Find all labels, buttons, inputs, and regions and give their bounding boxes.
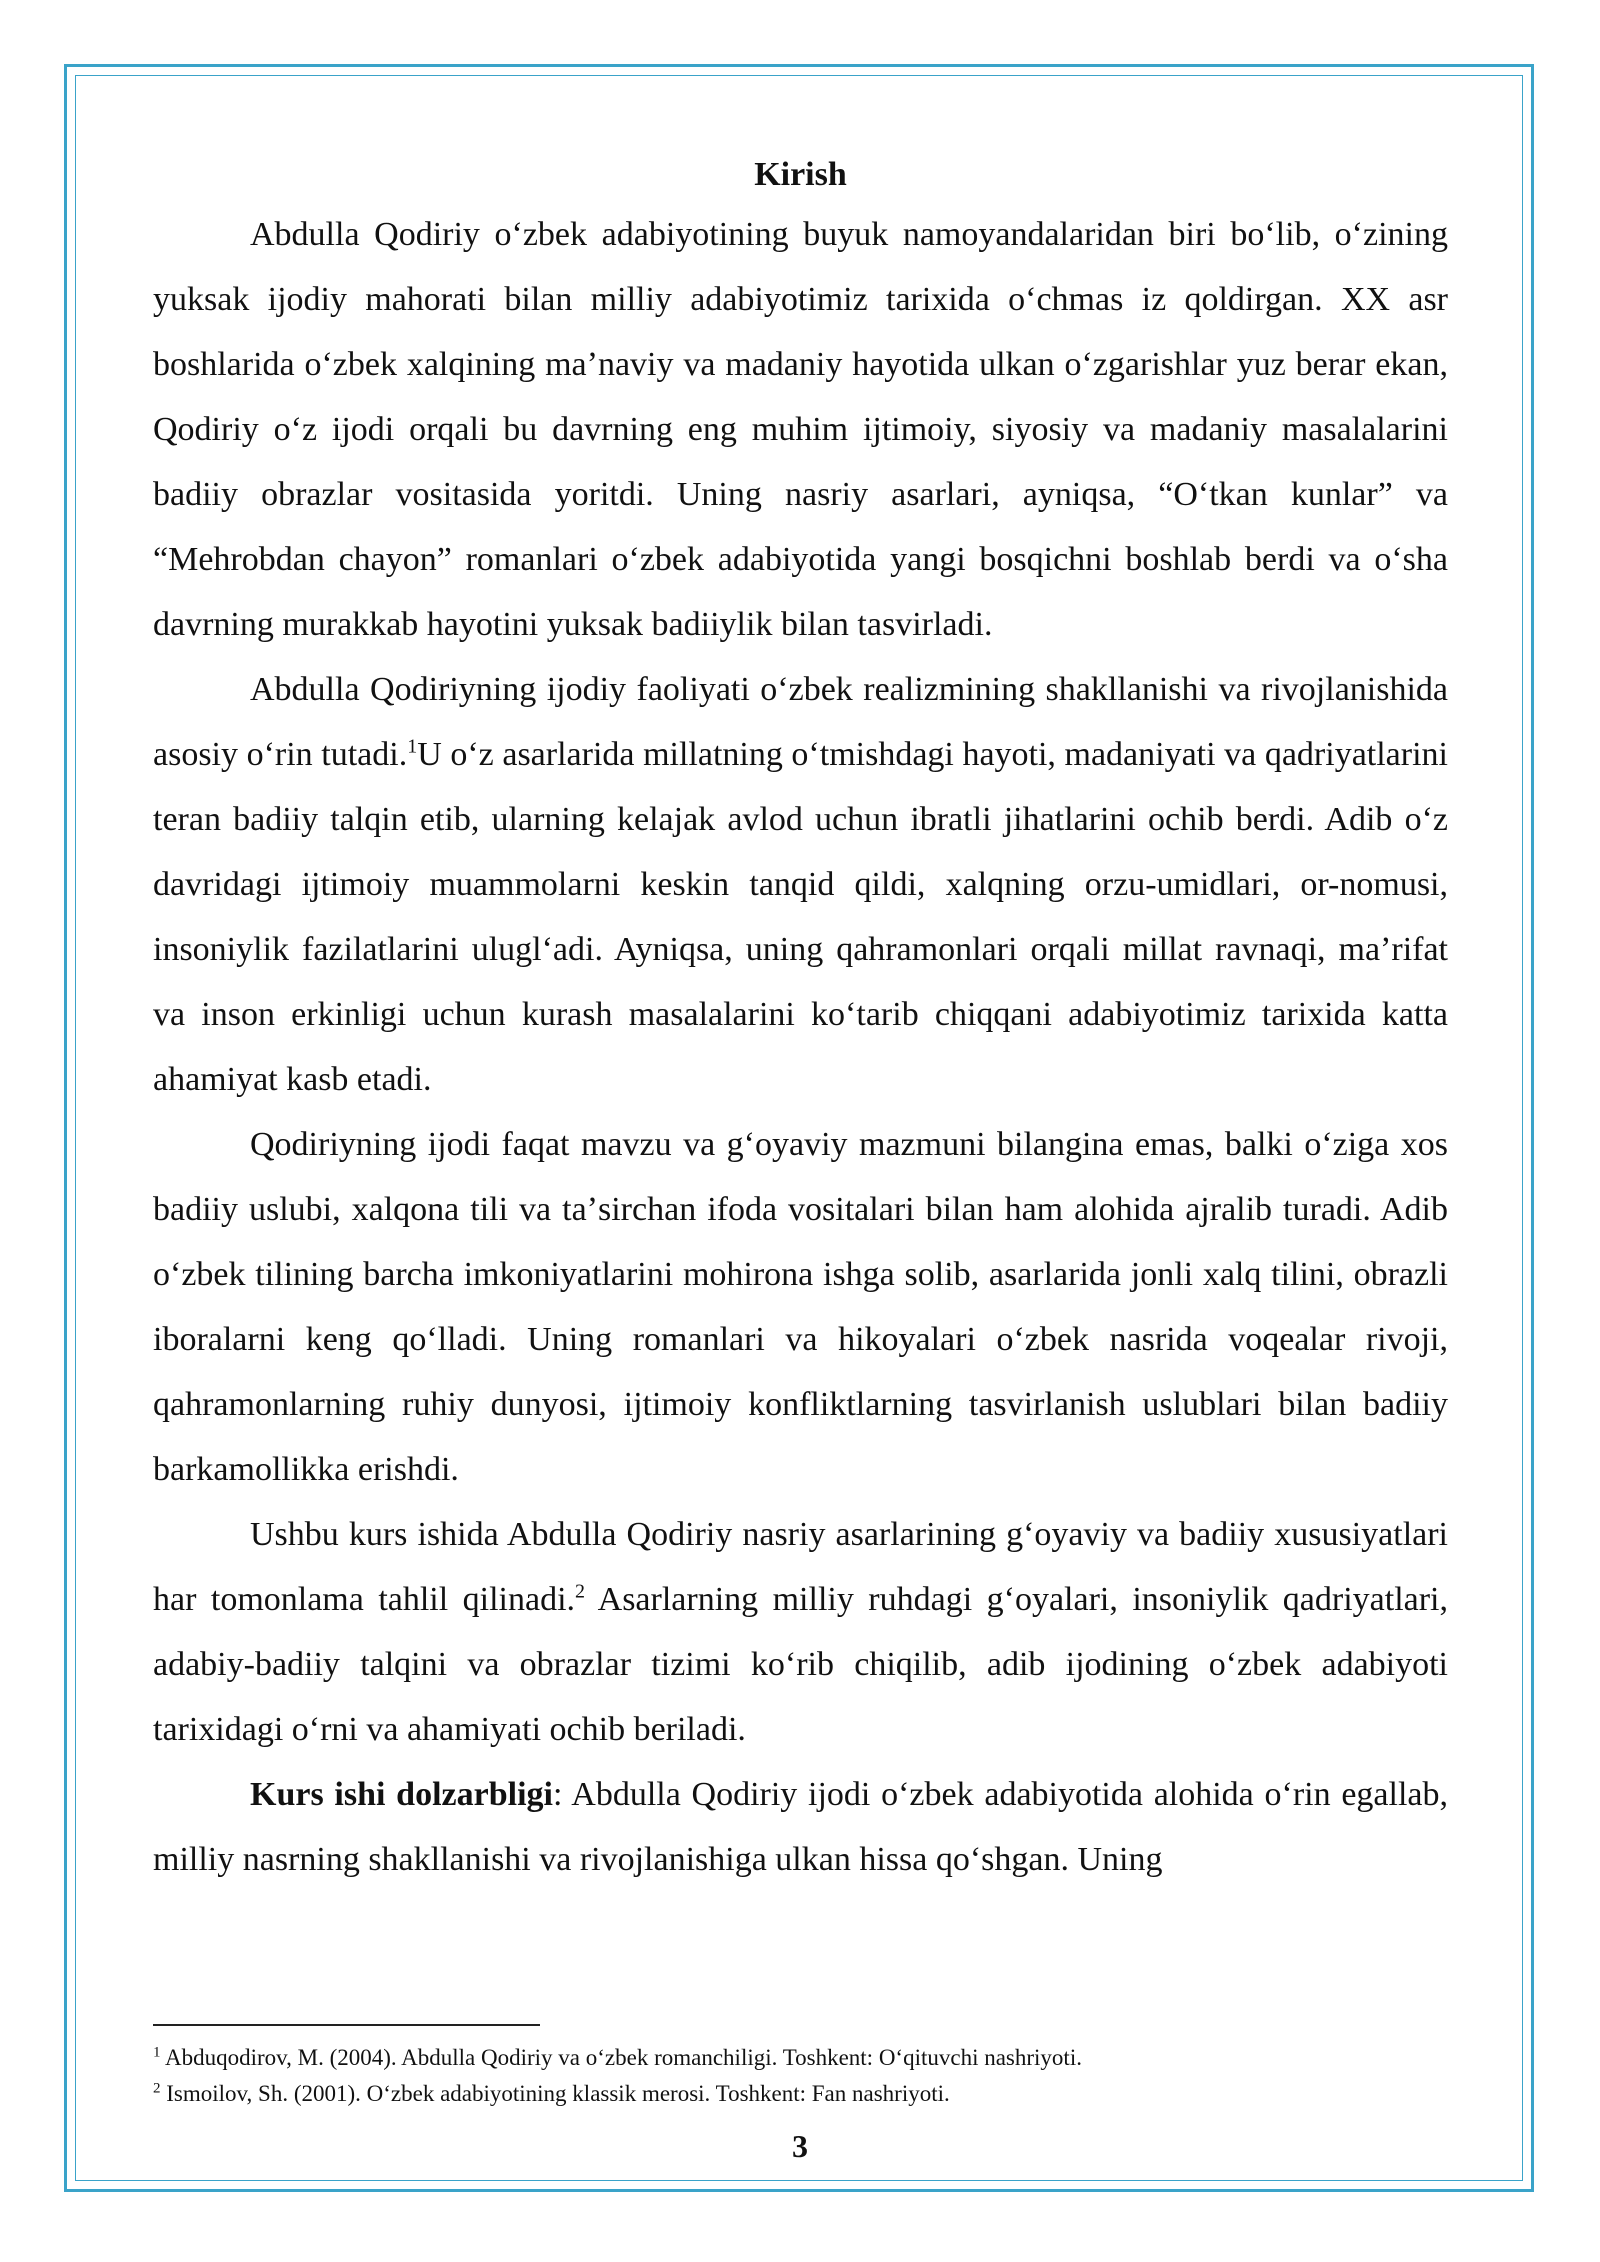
paragraph-5-text-after: : Abdulla Qodiriy ijodi oʻzbek adabiyotida alohida oʻrin egallab, milliy nasrning shakllanishi va rivojlanishiga ulkan hissa qoʻshgan. Uning — [153, 1776, 1448, 1878]
paragraph-4-text-before: Ushbu kurs ishida Abdulla Qodiriy nasriy asarlarining gʻoyaviy va badiiy xususiyatlari har tomonlama tahlil qilinadi. — [153, 1516, 1448, 1618]
section-title: Kirish — [754, 156, 847, 193]
paragraph-2-text-before: Abdulla Qodiriyning ijodiy faoliyati oʻzbek realizmining shakllanishi va rivojlanishida asosiy oʻrin tutadi. — [153, 671, 1448, 773]
footnote-2 — [153, 2076, 1453, 2112]
paragraph-4-text-after: Asarlarning milliy ruhdagi gʻoyalari, insoniylik qadriyatlari, adabiy-badiiy talqini va obrazlar tizimi koʻrib chiqilib, adib ijodining oʻzbek adabiyoti tarixidagi oʻrni va ahamiyati ochib beriladi. — [153, 1581, 1449, 1748]
footnote-ref-1[interactable]: 1 — [407, 735, 418, 758]
paragraph-2-text-after: U oʻz asarlarida millatning oʻtmishdagi hayoti, madaniyati va qadriyatlarini teran badiiy talqin etib, ularning kelajak avlod uchun ibratli jihatlarini ochib berdi. Adib oʻz davridagi ijtimoiy muammolarni keskin tanqid qildi, xalqning orzu-umidlari, or-nomusi, insoniylik fazilatlarini uluglʻadi. Ayniqsa, uning qahramonlari orqali millat ravnaqi, maʼrifat va inson erkinligi uchun kurash masalalarini koʻtarib chiqqani adabiyotimiz tarixida katta ahamiyat kasb etadi. — [153, 736, 1448, 1098]
paragraph-3 — [153, 1112, 1448, 1502]
footnote-2-text: Ismoilov, Sh. (2001). Oʻzbek adabiyotining klassik merosi. Toshkent: Fan nashriyoti. — [166, 2081, 950, 2106]
footnote-1-text: Abduqodirov, M. (2004). Abdulla Qodiriy va oʻzbek romanchiligi. Toshkent: Oʻqituvchi nashriyoti. — [164, 2045, 1082, 2070]
paragraph-4 — [153, 1502, 1448, 1762]
footnote-1 — [153, 2040, 1453, 2076]
paragraph-3-text: Qodiriyning ijodi faqat mavzu va gʻoyaviy mazmuni bilangina emas, balki oʻziga xos badiiy uslubi, xalqona tili va taʼsirchan ifoda vositalari bilan ham alohida ajralib turadi. Adib oʻzbek tilining barcha imkoniyatlarini mohirona ishga solib, asarlarida jonli xalq tilini, obrazli iboralarni keng qoʻlladi. Uning romanlari va hikoyalari oʻzbek nasrida voqealar rivoji, qahramonlarning ruhiy dunyosi, ijtimoiy konfliktlarning tasvirlanish uslublari bilan badiiy barkamollikka erishdi. — [153, 1126, 1448, 1488]
footnote-2-marker: 2 — [153, 2080, 161, 2097]
paragraph-5-bold-lead: Kurs ishi dolzarbligi — [250, 1776, 553, 1813]
paragraph-2 — [153, 657, 1448, 1112]
page-number: 3 — [792, 2128, 808, 2164]
document-body — [153, 148, 1448, 1892]
footnotes — [153, 2040, 1453, 2112]
footnote-1-marker: 1 — [153, 2044, 161, 2061]
footnote-separator — [153, 2024, 540, 2026]
paragraph-5 — [153, 1762, 1448, 1892]
paragraph-1 — [153, 202, 1448, 657]
footnote-ref-2[interactable]: 2 — [575, 1580, 586, 1603]
paragraph-1-text: Abdulla Qodiriy oʻzbek adabiyotining buyuk namoyandalaridan biri boʻlib, oʻzining yuksak ijodiy mahorati bilan milliy adabiyotimiz tarixida oʻchmas iz qoldirgan. XX asr boshlarida oʻzbek xalqining maʼnaviy va madaniy hayotida ulkan oʻzgarishlar yuz berar ekan, Qodiriy oʻz ijodi orqali bu davrning eng muhim ijtimoiy, siyosiy va madaniy masalalarini badiiy obrazlar vositasida yoritdi. Uning nasriy asarlari, ayniqsa, “Oʻtkan kunlar” va “Mehrobdan chayon” romanlari oʻzbek adabiyotida yangi bosqichni boshlab berdi va oʻsha davrning murakkab hayotini yuksak badiiylik bilan tasvirladi. — [153, 216, 1448, 643]
